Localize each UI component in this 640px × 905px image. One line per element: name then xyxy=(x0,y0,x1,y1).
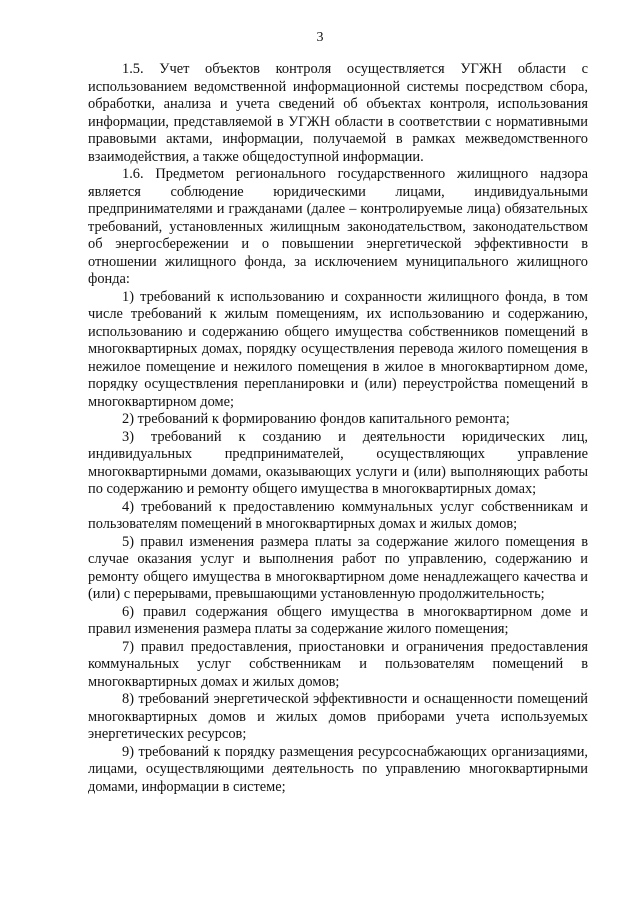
paragraph-1-6: 1.6. Предметом регионального государственного жилищного надзора является соблюдение юридическими лицами, индивидуальными предпринимателями и гражданами (далее – контролируемые лица) обязательных требований, установленных жилищным законодательством, законодательством об энергосбережении и о повышении энергетической эффективности в отношении жилищного фонда, за исключением муниципального жилищного фонда: xyxy=(88,166,588,287)
list-item-1: 1) требований к использованию и сохранности жилищного фонда, в том числе требований к жилым помещениям, их использованию и содержанию, использованию и содержанию общего имущества собственников помещений в многоквартирных домах, порядку осуществления перевода жилого помещения в нежилое помещение и нежилого помещения в жилое в многоквартирном доме, порядку осуществления перепланировки и (или) переустройства помещений в многоквартирном доме; xyxy=(88,288,588,410)
page-number: 3 xyxy=(316,30,324,45)
document-body xyxy=(88,61,588,796)
list-item-5: 5) правил изменения размера платы за содержание жилого помещения в случае оказания услуг и выполнения работ по управлению, содержанию и ремонту общего имущества в многоквартирном доме ненадлежащего качества и (или) с перерывами, превышающими установленную продолжительность; xyxy=(88,533,588,602)
paragraph-1-5: 1.5. Учет объектов контроля осуществляется УГЖН области с использованием ведомственной информационной системы посредством сбора, обработки, анализа и учета сведений об объектах контроля, использования информации, представляемой в УГЖН области в соответствии с нормативными правовыми актами, информации, получаемой в рамках межведомственного взаимодействия, а также общедоступной информации. xyxy=(88,61,588,165)
list-item-3: 3) требований к созданию и деятельности юридических лиц, индивидуальных предпринимателей, осуществляющих управление многоквартирными домами, оказывающих услуги и (или) выполняющих работы по содержанию и ремонту общего имущества в многоквартирных домах; xyxy=(88,428,588,497)
list-item-8: 8) требований энергетической эффективности и оснащенности помещений многоквартирных домов и жилых домов приборами учета используемых энергетических ресурсов; xyxy=(88,691,588,742)
list-item-9: 9) требований к порядку размещения ресурсоснабжающих организациями, лицами, осуществляющими деятельность по управлению многоквартирными домами, информации в системе; xyxy=(88,743,588,795)
list-item-7: 7) правил предоставления, приостановки и ограничения предоставления коммунальных услуг собственникам и пользователям помещений в многоквартирных домах и жилых домов; xyxy=(88,638,588,690)
list-item-6: 6) правил содержания общего имущества в многоквартирном доме и правил изменения размера платы за содержание жилого помещения; xyxy=(88,603,588,637)
list-item-2: 2) требований к формированию фондов капитального ремонта; xyxy=(122,411,510,427)
list-item-4: 4) требований к предоставлению коммунальных услуг собственникам и пользователям помещений в многоквартирных домах и жилых домов; xyxy=(88,498,588,532)
